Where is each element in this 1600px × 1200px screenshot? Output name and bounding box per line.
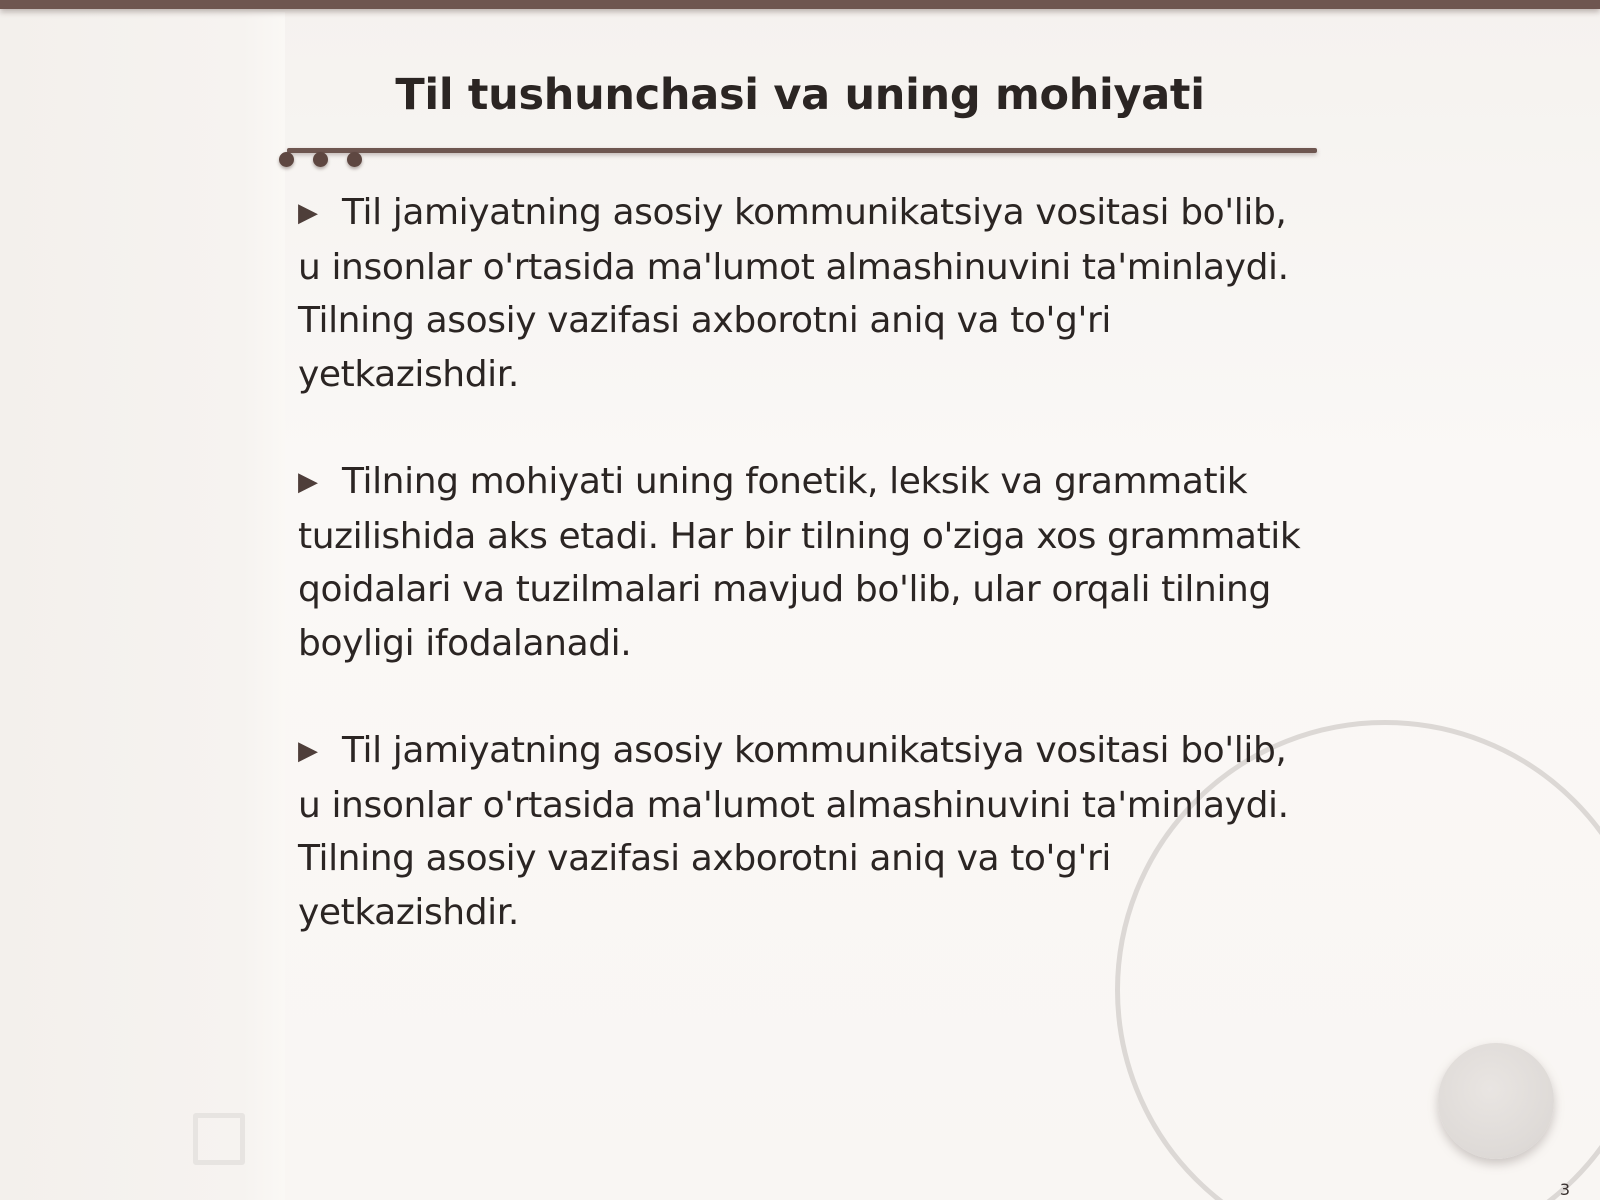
bullet-paragraph-2 <box>298 455 1308 670</box>
slide-title: Til tushunchasi va uning mohiyati <box>395 70 1205 120</box>
decor-dot-3 <box>347 152 362 167</box>
bullet-arrow-icon: ▶ <box>298 467 318 497</box>
left-side-panel <box>0 12 285 1200</box>
paragraph-text: Til jamiyatning asosiy kommunikatsiya vositasi bo'lib, u insonlar o'rtasida ma'lumot almashinuvini ta'minlaydi. Tilning asosiy vazifasi axborotni aniq va to'g'ri yetkazishdir. <box>298 192 1289 395</box>
paragraph-text: Tilning mohiyati uning fonetik, leksik va grammatik tuzilishida aks etadi. Har bir tilning o'ziga xos grammatik qoidalari va tuzilmalari mavjud bo'lib, ular orqali tilning boyligi ifodalanadi. <box>298 461 1301 664</box>
decor-dot-2 <box>313 152 328 167</box>
bullet-arrow-icon: ▶ <box>298 736 318 766</box>
decor-square <box>193 1113 245 1165</box>
top-accent-bar <box>0 0 1600 9</box>
slide-body <box>298 186 1308 993</box>
page-number: 3 <box>1559 1180 1570 1199</box>
paragraph-text: Til jamiyatning asosiy kommunikatsiya vositasi bo'lib, u insonlar o'rtasida ma'lumot almashinuvini ta'minlaydi. Tilning asosiy vazifasi axborotni aniq va to'g'ri yetkazishdir. <box>298 730 1289 933</box>
bullet-paragraph-3 <box>298 724 1308 939</box>
bullet-paragraph-1 <box>298 186 1308 401</box>
decor-dot-1 <box>279 152 294 167</box>
decor-circle <box>1438 1043 1554 1159</box>
bullet-arrow-icon: ▶ <box>298 198 318 228</box>
title-underline <box>287 148 1317 153</box>
